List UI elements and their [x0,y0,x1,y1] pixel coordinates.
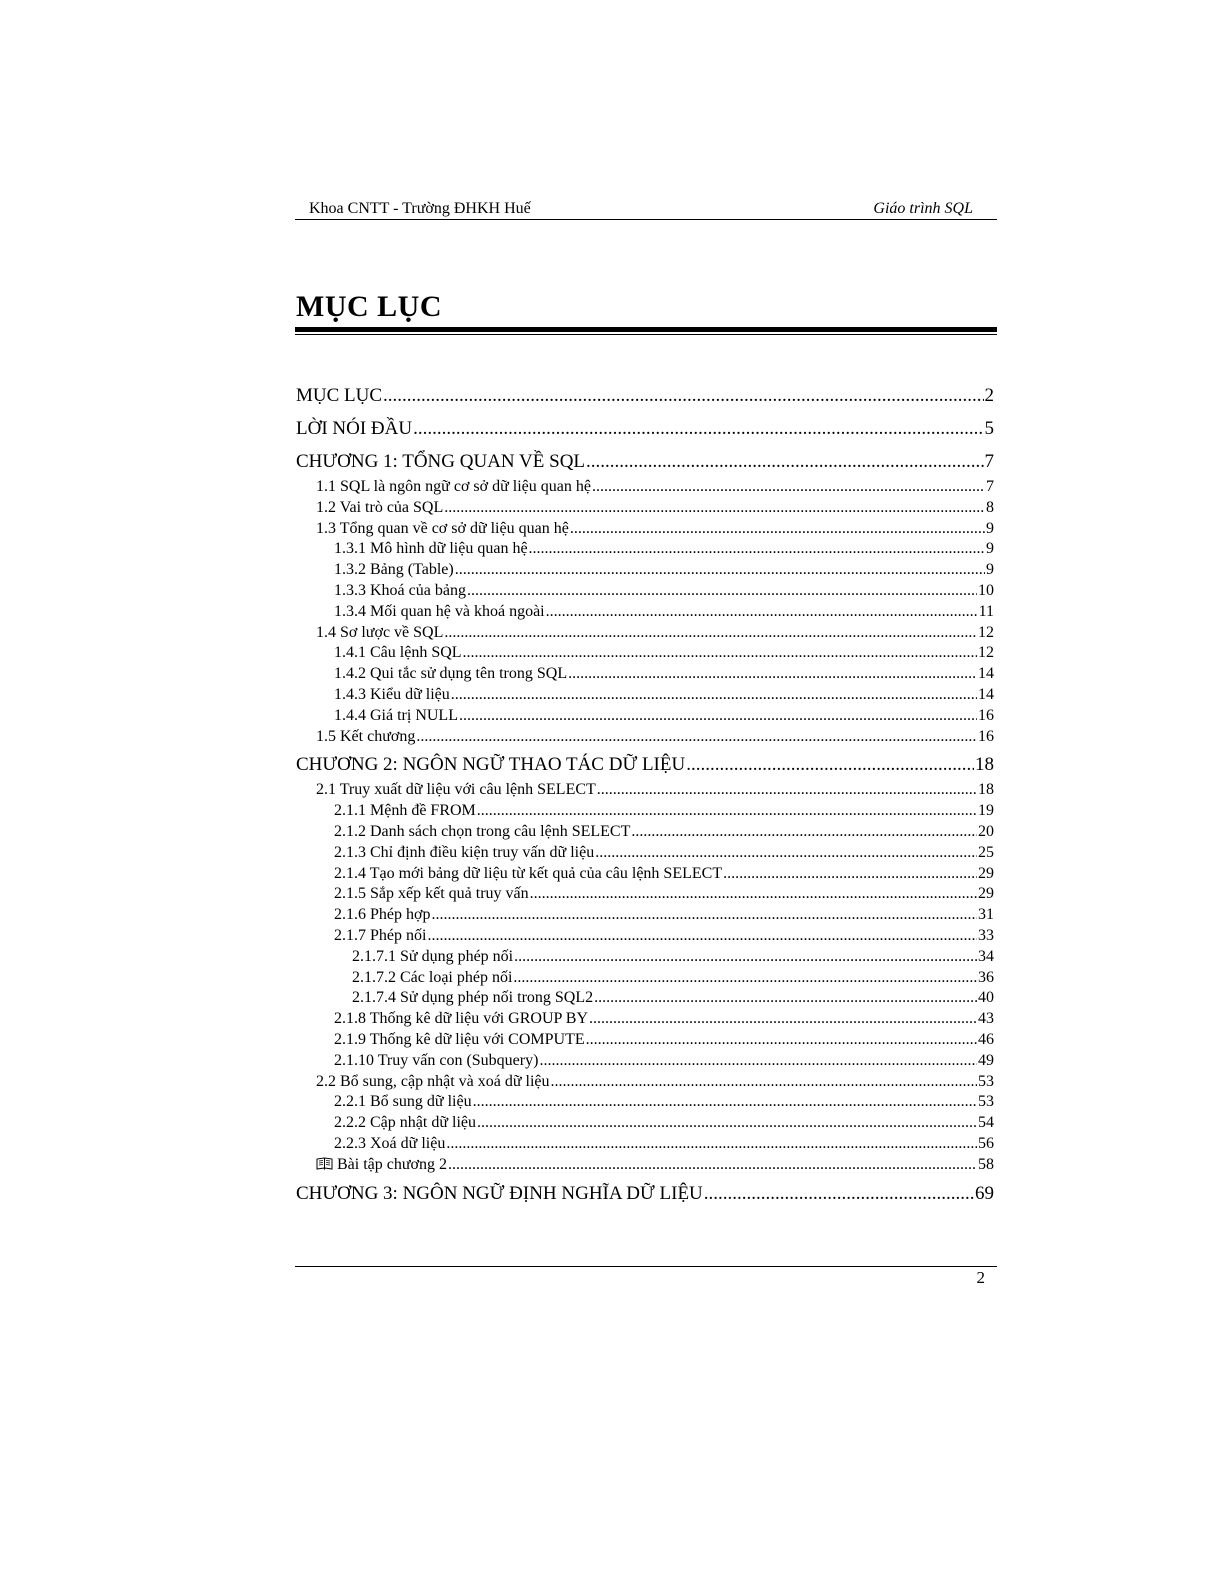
toc-entry-label [316,1072,550,1093]
toc-entry-page: 12 [978,644,994,662]
toc-entry-text: 1.3.4 Mối quan hệ và khoá ngoài [334,602,545,620]
dot-leader [551,1072,977,1093]
toc-entry-label [334,1030,585,1051]
dot-leader [431,905,977,926]
dot-leader [463,643,977,664]
toc-entry-label [334,1134,445,1155]
dot-leader [530,884,977,905]
toc-entry-page: 12 [978,623,994,641]
header-left-text: Khoa CNTT - Trường ĐHKH Huế [309,200,531,217]
footer-divider [295,1266,997,1267]
toc-entry-label [334,706,458,727]
dot-leader [416,727,977,748]
title-divider-thick [295,327,997,332]
toc-entry-text: 1.3 Tổng quan về cơ sở dữ liệu quan hệ [316,519,569,537]
toc-entry-text: 2.1.7 Phép nối [334,926,427,944]
toc-entry-text: 2.1.6 Phép hợp [334,906,431,924]
toc-entry-page: 49 [978,1051,994,1069]
toc-entry-label [334,864,722,885]
toc-entry-label [334,539,528,560]
toc-entry[interactable] [296,1072,994,1093]
toc-entry-text: 2.1.1 Mệnh đề FROM [334,802,476,820]
toc-entry-label [334,1051,538,1072]
toc-entry-page: 10 [978,581,994,599]
toc-entry[interactable] [296,843,994,864]
toc-entry-text: 2.2.1 Bổ sung dữ liệu [334,1093,472,1111]
toc-entry-page: 54 [978,1114,994,1132]
toc-entry-text: 2.2.2 Cập nhật dữ liệu [334,1114,476,1132]
toc-entry[interactable] [296,623,994,644]
toc-entry[interactable] [296,1155,994,1176]
toc-entry[interactable] [296,1051,994,1072]
dot-leader [383,380,983,411]
toc-entry-text: 1.4.2 Qui tắc sử dụng tên trong SQL [334,665,568,683]
dot-leader [686,749,974,780]
toc-entry-page: 34 [978,947,994,965]
toc-entry[interactable] [296,727,994,748]
toc-entry-text: 2.1 Truy xuất dữ liệu với câu lệnh SELECT [316,781,596,799]
toc-entry[interactable] [296,864,994,885]
toc-entry[interactable] [296,749,994,780]
toc-entry-text: 1.3.3 Khoá của bảng [334,581,466,599]
dot-leader [704,1178,974,1209]
toc-entry-page: 20 [978,822,994,840]
toc-entry-label [352,947,513,968]
toc-entry-page: 19 [978,802,994,820]
dot-leader [594,988,977,1009]
dot-leader [459,706,977,727]
dot-leader [595,843,977,864]
toc-entry-label [334,581,466,602]
dot-leader [529,539,985,560]
toc-entry-page: 9 [986,561,994,579]
toc-entry[interactable] [296,581,994,602]
toc-entry-page: 53 [978,1072,994,1090]
toc-entry[interactable] [296,560,994,581]
toc-entry-text: 1.4.1 Câu lệnh SQL [334,644,462,662]
dot-leader [455,560,985,581]
toc-entry-page: 31 [978,906,994,924]
toc-entry-text: 2.1.4 Tạo mới bảng dữ liệu từ kết quả của câu lệnh SELECT [334,864,723,882]
toc-entry-page: 46 [978,1030,994,1048]
toc-entry[interactable] [296,905,994,926]
toc-entry-label [316,498,443,519]
dot-leader [586,1030,977,1051]
toc-entry-text: 2.1.2 Danh sách chọn trong câu lệnh SELECT [334,822,631,840]
toc-entry-page: 69 [975,1182,994,1204]
toc-entry-label [352,988,593,1009]
toc-entry-label [316,1155,447,1176]
table-of-contents [296,380,994,1209]
toc-entry-text: 1.4 Sơ lược về SQL [316,623,444,641]
toc-entry-label [296,380,382,411]
toc-entry[interactable] [296,706,994,727]
toc-entry-label [316,477,591,498]
toc-entry-label [334,801,476,822]
toc-entry-label [334,843,594,864]
toc-entry-text: LỜI NÓI ĐẦU [296,418,413,439]
toc-entry[interactable] [296,968,994,989]
toc-entry-text: 2.1.10 Truy vấn con (Subquery) [334,1051,539,1069]
toc-entry-text: 2.1.8 Thống kê dữ liệu với GROUP BY [334,1010,589,1028]
toc-entry-page: 14 [978,685,994,703]
toc-entry-label [334,602,545,623]
dot-leader [514,947,977,968]
toc-entry-label [334,905,430,926]
title-divider-thin [295,334,997,335]
toc-entry-text: CHƯƠNG 1: TỔNG QUAN VỀ SQL [296,451,586,472]
toc-entry-text: MỤC LỤC [296,385,383,406]
toc-entry-label [334,1113,476,1134]
toc-entry-text: 1.3.2 Bảng (Table) [334,561,454,579]
toc-entry-page: 56 [978,1134,994,1152]
dot-leader [546,602,978,623]
toc-entry[interactable] [296,926,994,947]
toc-entry[interactable] [296,780,994,801]
toc-entry-page: 9 [986,540,994,558]
toc-entry-label [334,664,567,685]
toc-entry-label [352,968,512,989]
toc-entry[interactable] [296,822,994,843]
dot-leader [597,780,977,801]
toc-entry[interactable] [296,884,994,905]
toc-entry-page: 33 [978,926,994,944]
toc-entry-page: 2 [984,385,994,406]
toc-entry-page: 8 [986,498,994,516]
toc-entry-label [334,643,462,664]
toc-entry-label [334,884,529,905]
dot-leader [477,1113,977,1134]
toc-entry-page: 53 [978,1093,994,1111]
toc-entry-label [334,1092,472,1113]
toc-entry-page: 58 [978,1155,994,1173]
toc-entry[interactable] [296,477,994,498]
toc-entry-text: 1.2 Vai trò của SQL [316,498,444,516]
dot-leader [723,864,977,885]
toc-entry-page: 16 [978,706,994,724]
dot-leader [448,1155,977,1176]
toc-entry-label [296,413,412,444]
toc-entry-text: 2.1.7.4 Sử dụng phép nối trong SQL2 [352,989,594,1007]
header-divider [295,219,997,220]
dot-leader [446,1134,977,1155]
toc-entry-text: 1.4.4 Giá trị NULL [334,706,458,724]
toc-entry[interactable] [296,1178,994,1209]
toc-entry-text: CHƯƠNG 2: NGÔN NGỮ THAO TÁC DỮ LIỆU [296,754,686,776]
toc-entry-text: 2.1.5 Sắp xếp kết quả truy vấn [334,885,529,903]
toc-entry-label [334,926,426,947]
toc-entry-page: 43 [978,1010,994,1028]
dot-leader [539,1051,977,1072]
toc-entry[interactable] [296,1113,994,1134]
page-number: 2 [976,1268,985,1287]
toc-entry-text: 1.1 SQL là ngôn ngữ cơ sở dữ liệu quan hệ [316,478,591,495]
toc-entry-page: 25 [978,843,994,861]
toc-entry[interactable] [296,988,994,1009]
dot-leader [586,446,983,477]
toc-entry-page: 18 [975,754,994,776]
toc-entry[interactable] [296,664,994,685]
toc-entry-page: 5 [984,418,994,439]
page-title: MỤC LỤC [296,290,442,323]
toc-entry[interactable] [296,602,994,623]
toc-entry[interactable] [296,1030,994,1051]
toc-entry-page: 14 [978,665,994,683]
toc-entry-text: 1.5 Kết chương [316,727,416,745]
toc-entry-text: 1.4.3 Kiểu dữ liệu [334,685,450,703]
toc-entry-text: CHƯƠNG 3: NGÔN NGỮ ĐỊNH NGHĨA DỮ LIỆU [296,1182,703,1204]
toc-entry-page: 11 [978,602,994,620]
toc-entry-label [296,749,685,780]
toc-entry[interactable] [296,539,994,560]
dot-leader [444,498,985,519]
dot-leader [467,581,977,602]
toc-entry[interactable] [296,380,994,411]
toc-entry-page: 36 [978,968,994,986]
toc-entry-label [316,623,443,644]
toc-entry-label [296,1178,703,1209]
dot-leader [477,801,977,822]
dot-leader [413,413,983,444]
toc-entry-text: 2.2 Bổ sung, cập nhật và xoá dữ liệu [316,1072,550,1090]
toc-entry[interactable] [296,1134,994,1155]
toc-entry[interactable] [296,519,994,540]
dot-leader [451,685,977,706]
toc-entry-page: 29 [978,885,994,903]
book-icon [316,1157,333,1170]
toc-entry[interactable] [296,1092,994,1113]
toc-entry-page: 40 [978,989,994,1007]
toc-entry[interactable] [296,498,994,519]
toc-entry-label [316,780,596,801]
toc-entry-label [334,1009,588,1030]
toc-entry-page: 16 [978,727,994,745]
toc-entry-label [334,685,450,706]
toc-entry[interactable] [296,446,994,477]
toc-entry-label [334,822,630,843]
toc-entry-page: 9 [986,519,994,537]
toc-entry[interactable] [296,947,994,968]
toc-entry[interactable] [296,1009,994,1030]
toc-entry[interactable] [296,801,994,822]
dot-leader [513,968,977,989]
dot-leader [427,926,977,947]
toc-entry-page: 7 [984,451,994,472]
dot-leader [568,664,977,685]
toc-entry-text: 2.2.3 Xoá dữ liệu [334,1134,446,1152]
dot-leader [570,519,985,540]
toc-entry-page: 29 [978,864,994,882]
toc-entry-text: 2.1.7.1 Sử dụng phép nối [352,947,514,965]
toc-entry-text: 2.1.3 Chỉ định điều kiện truy vấn dữ liệu [334,843,595,861]
toc-entry[interactable] [296,643,994,664]
toc-entry-page: 18 [978,781,994,799]
toc-entry[interactable] [296,413,994,444]
toc-entry-text: 1.3.1 Mô hình dữ liệu quan hệ [334,540,528,558]
toc-entry-text: 2.1.7.2 Các loại phép nối [352,968,513,986]
toc-entry[interactable] [296,685,994,706]
dot-leader [589,1009,977,1030]
dot-leader [444,623,977,644]
dot-leader [631,822,977,843]
toc-entry-page: 7 [986,478,994,495]
dot-leader [473,1092,977,1113]
header-right-text: Giáo trình SQL [873,200,973,217]
toc-entry-label [316,727,415,748]
dot-leader [592,477,985,498]
toc-entry-text: Bài tập chương 2 [337,1155,447,1173]
toc-entry-text: 2.1.9 Thống kê dữ liệu với COMPUTE [334,1030,585,1048]
toc-entry-label [334,560,454,581]
toc-entry-label [316,519,569,540]
toc-entry-label [296,446,585,477]
